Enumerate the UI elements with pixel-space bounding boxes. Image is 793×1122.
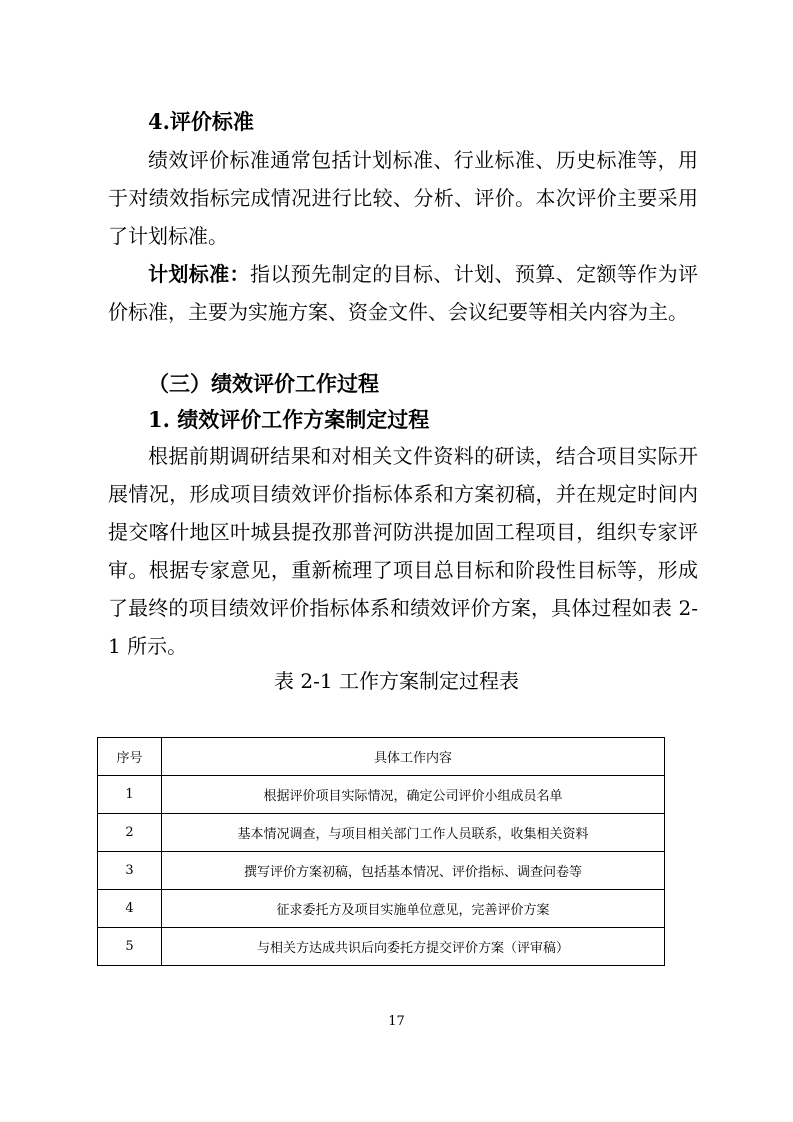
table-row bbox=[98, 928, 665, 966]
row-content: 与相关方达成共识后向委托方提交评价方案（评审稿） bbox=[162, 928, 665, 966]
row-seq: 4 bbox=[98, 890, 162, 928]
row-seq: 2 bbox=[98, 814, 162, 852]
paragraph-plan-standard bbox=[108, 255, 698, 331]
table-row bbox=[98, 776, 665, 814]
header-seq: 序号 bbox=[98, 738, 162, 776]
row-content: 根据评价项目实际情况，确定公司评价小组成员名单 bbox=[162, 776, 665, 814]
table-header-row bbox=[98, 738, 665, 776]
row-seq: 5 bbox=[98, 928, 162, 966]
section-heading-work-process: （三）绩效评价工作过程 bbox=[148, 371, 379, 396]
table-row bbox=[98, 890, 665, 928]
table-caption: 表 2-1 工作方案制定过程表 bbox=[274, 669, 519, 693]
page-number: 17 bbox=[388, 1014, 405, 1029]
paragraph-standard-description: 绩效评价标准通常包括计划标准、行业标准、历史标准等，用于对绩效指标完成情况进行比较、分析、评价。本次评价主要采用了计划标准。 bbox=[108, 148, 698, 248]
subsection-heading-plan-process: 1. 绩效评价工作方案制定过程 bbox=[148, 407, 430, 432]
row-content: 基本情况调查，与项目相关部门工作人员联系，收集相关资料 bbox=[162, 814, 665, 852]
table-row bbox=[98, 852, 665, 890]
work-plan-table bbox=[97, 737, 665, 966]
row-content: 征求委托方及项目实施单位意见，完善评价方案 bbox=[162, 890, 665, 928]
plan-standard-term: 计划标准： bbox=[148, 262, 250, 286]
row-seq: 1 bbox=[98, 776, 162, 814]
paragraph-plan-process: 根据前期调研结果和对相关文件资料的研读，结合项目实际开展情况，形成项目绩效评价指标体系和方案初稿，并在规定时间内提交喀什地区叶城县提孜那普河防洪提加固工程项目，组织专家评审。根据专家意见，重新梳理了项目总目标和阶段性目标等，形成了最终的项目绩效评价指标体系和绩效评价方案，具体过程如表 2-1 所示。 bbox=[108, 444, 698, 658]
header-content: 具体工作内容 bbox=[162, 738, 665, 776]
section-heading-evaluation-standard: 4.评价标准 bbox=[148, 109, 254, 134]
plan-standard-definition: 指以预先制定的目标、计划、预算、定额等作为评价标准，主要为实施方案、资金文件、会议纪要等相关内容为主。 bbox=[108, 262, 699, 324]
row-content: 撰写评价方案初稿，包括基本情况、评价指标、调查问卷等 bbox=[162, 852, 665, 890]
table-row bbox=[98, 814, 665, 852]
row-seq: 3 bbox=[98, 852, 162, 890]
